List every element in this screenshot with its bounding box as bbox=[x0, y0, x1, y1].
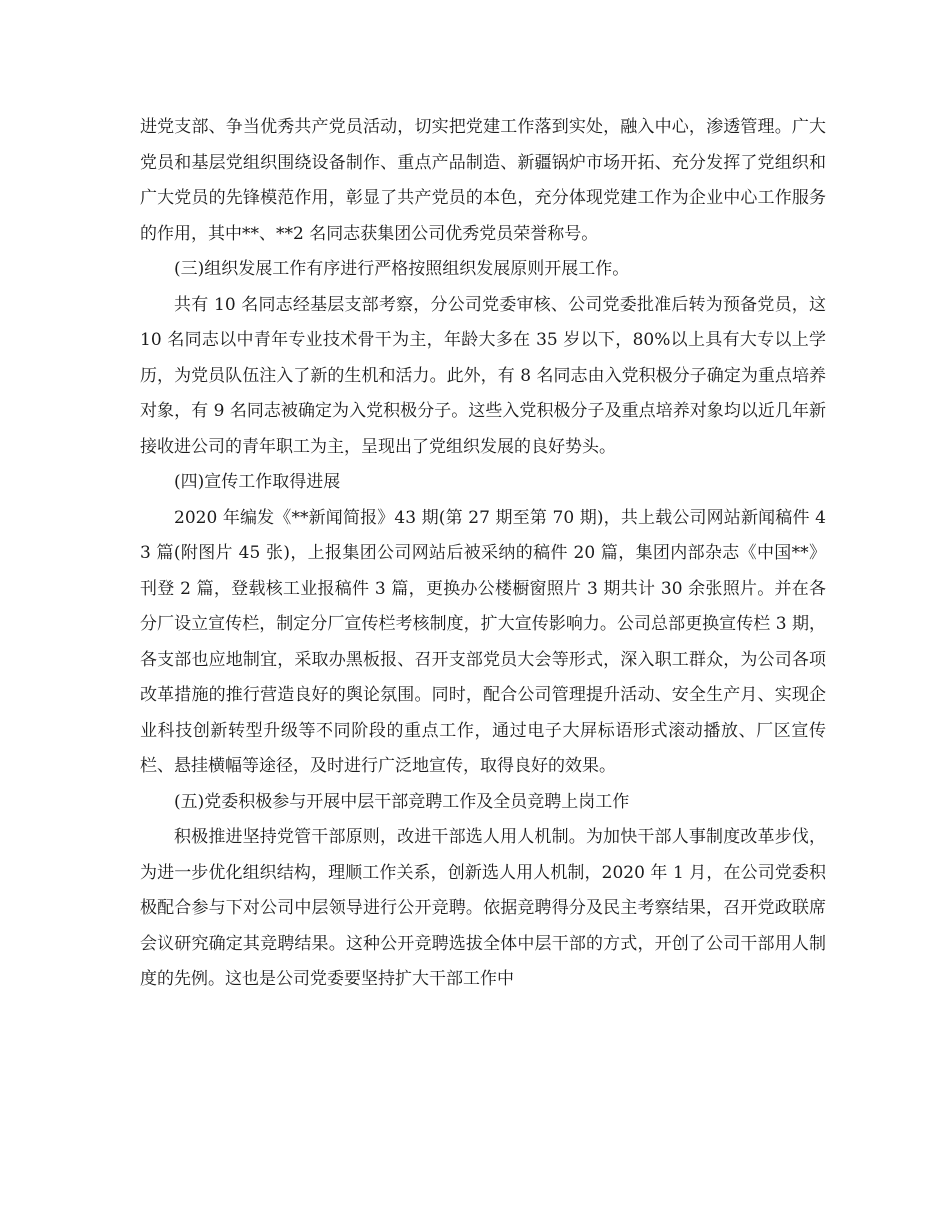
heading-organization-development: (三)组织发展工作有序进行严格按照组织发展原则开展工作。 bbox=[174, 259, 630, 279]
document-body bbox=[140, 110, 826, 998]
heading-publicity-work: (四)宣传工作取得进展 bbox=[174, 472, 341, 492]
heading-cadre-competition: (五)党委积极参与开展中层干部竞聘工作及全员竞聘上岗工作 bbox=[174, 791, 630, 812]
paragraph-cadre-competition: 积极推进坚持党管干部原则，改进干部选人用人机制。为加快干部人事制度改革步伐，为进一步优化组织结构，理顺工作关系，创新选人用人机制，2020 年 1 月，在公司党委积极配合参与下对公司中层领导进行公开竞聘。依据竞聘得分及民主考察结果，召开党政联席会议研究确定其竞聘结果。这种公开竞聘选拔全体中层干部的方式，开创了公司干部用人制度的先例。这也是公司党委要坚持扩大干部工作中 bbox=[140, 827, 826, 989]
paragraph-organization-development: 共有 10 名同志经基层支部考察，分公司党委审核、公司党委批准后转为预备党员，这 10 名同志以中青年专业技术骨干为主，年龄大多在 35 岁以下，80%以上具有大专以上学历，为党员队伍注入了新的生机和活力。此外，有 8 名同志由入党积极分子确定为重点培养对象，有 9 名同志被确定为入党积极分子。这些入党积极分子及重点培养对象均以近几年新接收进公司的青年职工为主，呈现出了党组织发展的良好势头。 bbox=[140, 294, 826, 457]
paragraph-party-branch-activities: 进党支部、争当优秀共产党员活动，切实把党建工作落到实处，融入中心，渗透管理。广大党员和基层党组织围绕设备制作、重点产品制造、新疆锅炉市场开拓、充分发挥了党组织和广大党员的先锋模范作用，彰显了共产党员的本色，充分体现党建工作为企业中心工作服务的作用，其中**、**2 名同志获集团公司优秀党员荣誉称号。 bbox=[140, 117, 826, 244]
paragraph-publicity-work: 2020 年编发《**新闻简报》43 期(第 27 期至第 70 期)，共上载公司网站新闻稿件 43 篇(附图片 45 张)，上报集团公司网站后被采纳的稿件 20 篇，集团内部杂志《中国**》刊登 2 篇，登载核工业报稿件 3 篇，更换办公楼橱窗照片 3 期共计 30 余张照片。并在各分厂设立宣传栏，制定分厂宣传栏考核制度，扩大宣传影响力。公司总部更换宣传栏 3 期，各支部也应地制宜，采取办黑板报、召开支部党员大会等形式，深入职工群众，为公司各项改革措施的推行营造良好的舆论氛围。同时，配合公司管理提升活动、安全生产月、实现企业科技创新转型升级等不同阶段的重点工作，通过电子大屏标语形式滚动播放、厂区宣传栏、悬挂横幅等途径，及时进行广泛地宣传，取得良好的效果。 bbox=[140, 507, 826, 776]
